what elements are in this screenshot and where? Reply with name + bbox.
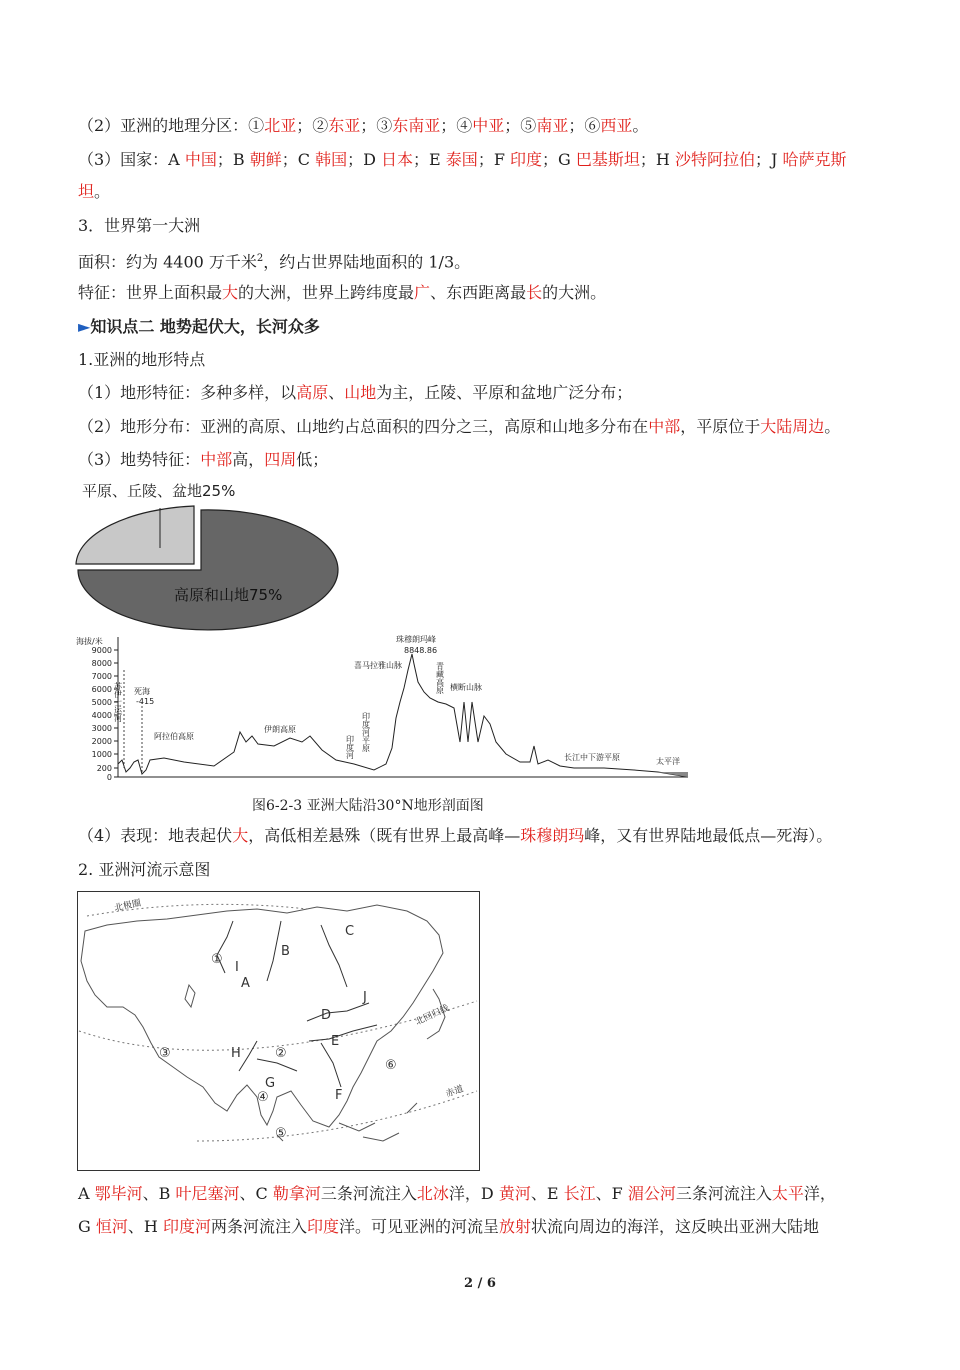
map-letter-e: E	[331, 1034, 340, 1049]
label-indus-river: 印度河	[345, 735, 355, 759]
page-number: 2 / 6	[464, 1276, 496, 1291]
label-tropic: 北回归线	[414, 1003, 451, 1028]
asia-river-map	[77, 891, 481, 1171]
y-tick-label: 9000	[91, 646, 112, 655]
rivers-desc-line2: G 恒河、H 印度河两条河流注入印度洋。可见亚洲的河流呈放射状流向周边的海洋，这反映出亚洲大陆地	[78, 1217, 820, 1236]
map-letter-j: J	[363, 990, 367, 1005]
label-pacific: 太平洋	[656, 757, 680, 766]
section-3-heading: 3．世界第一大洲	[78, 216, 201, 235]
label-everest: 珠穆朗玛峰	[396, 635, 436, 644]
y-tick-label: 0	[106, 773, 112, 782]
triangle-icon: ►	[78, 317, 91, 336]
label-hengduan: 横断山脉	[450, 683, 482, 692]
pie-label-plains: 平原、丘陵、盆地25%	[82, 482, 236, 500]
y-tick-label: 3000	[91, 724, 112, 733]
terrain-feature-line: （1）地形特征：多种多样，以高原、山地为主，丘陵、平原和盆地广泛分布；	[78, 383, 633, 402]
label-dead-sea: 死海	[134, 687, 150, 696]
area-line: 面积：约为 4400 万千米$^2$，约占世界陆地面积的 1/3。	[78, 252, 471, 272]
y-tick-label: 200	[96, 764, 112, 773]
knowledge-point-2-heading: ►知识点二 地势起伏大，长河众多	[78, 317, 320, 336]
subregions-line: （2）亚洲的地理分区：①北亚；②东亚；③东南亚；④中亚；⑤南亚；⑥西亚。	[78, 116, 649, 135]
y-tick-label: 6000	[91, 685, 112, 694]
map-letter-f: F	[335, 1088, 343, 1103]
relief-line: （3）地势特征：中部高，四周低；	[78, 450, 329, 469]
label-dead-sea-val: -415	[136, 697, 155, 706]
elevation-profile	[74, 632, 694, 792]
terrain-distribution-line: （2）地形分布：亚洲的高原、山地约占总面积的四分之三，高原和山地多分布在中部，平原位于大陆周边。	[78, 417, 841, 436]
rivers-heading: 2. 亚洲河流示意图	[78, 860, 211, 879]
y-tick-label: 5000	[91, 698, 112, 707]
map-num-1: ①	[211, 952, 223, 967]
countries-line-cont: 坦。	[78, 182, 111, 201]
y-tick-label: 7000	[91, 672, 112, 681]
map-letter-a: A	[241, 976, 250, 991]
map-letter-d: D	[321, 1008, 332, 1023]
y-tick-label: 4000	[91, 711, 112, 720]
y-axis-label: 海拔/米	[76, 637, 103, 646]
relief-expression-line: （4）表现：地表起伏大，高低相差悬殊（既有世界上最高峰—珠穆朗玛峰，又有世界陆地最低点—死海）。	[78, 826, 833, 845]
label-equator: 赤道	[444, 1084, 465, 1100]
map-letter-b: B	[281, 944, 290, 959]
label-everest-val: 8848.86	[404, 646, 438, 655]
rivers-desc-line1: A 鄂毕河、B 叶尼塞河、C 勒拿河三条河流注入北冰洋，D 黄河、E 长江、F 湄公河三条河流注入太平洋，	[78, 1184, 836, 1203]
feature-line: 特征：世界上面积最大的大洲，世界上跨纬度最广、东西距离最长的大洲。	[78, 283, 607, 302]
countries-line: （3）国家：A 中国；B 朝鲜；C 韩国；D 日本；E 泰国；F 印度；G 巴基斯坦；H 沙特阿拉伯；J 哈萨克斯	[78, 150, 847, 169]
map-letter-i: I	[235, 960, 239, 975]
map-num-4: ④	[257, 1090, 269, 1105]
terrain-pie-chart	[70, 478, 340, 638]
label-arabian-plateau: 阿拉伯高原	[154, 732, 194, 741]
y-tick-label: 1000	[91, 750, 112, 759]
map-num-2: ②	[275, 1046, 287, 1061]
label-himalaya: 喜马拉雅山脉	[354, 661, 402, 670]
label-indus-plain: 印度河平原	[361, 712, 371, 752]
map-letter-c: C	[345, 924, 355, 939]
terrain-heading: 1.亚洲的地形特点	[78, 350, 206, 369]
label-arctic-circle: 北极圈	[113, 898, 143, 914]
label-yangtze-plain: 长江中下游平原	[564, 753, 620, 762]
map-letter-g: G	[265, 1076, 276, 1091]
y-tick-label: 8000	[91, 659, 112, 668]
y-tick-label: 2000	[91, 737, 112, 746]
label-iranian-plateau: 伊朗高原	[264, 725, 296, 734]
map-num-3: ③	[159, 1046, 171, 1061]
map-num-6: ⑥	[385, 1058, 397, 1073]
pie-slice-plains	[76, 506, 194, 564]
label-suez: 苏伊士运河	[113, 682, 123, 722]
label-tibet: 青藏高原	[435, 662, 445, 694]
profile-base	[658, 772, 688, 777]
map-num-5: ⑤	[275, 1126, 287, 1141]
map-letter-h: H	[231, 1046, 241, 1061]
profile-caption: 图6-2-3 亚洲大陆沿30°N地形剖面图	[252, 798, 484, 814]
pie-label-plateau: 高原和山地75%	[174, 586, 283, 604]
